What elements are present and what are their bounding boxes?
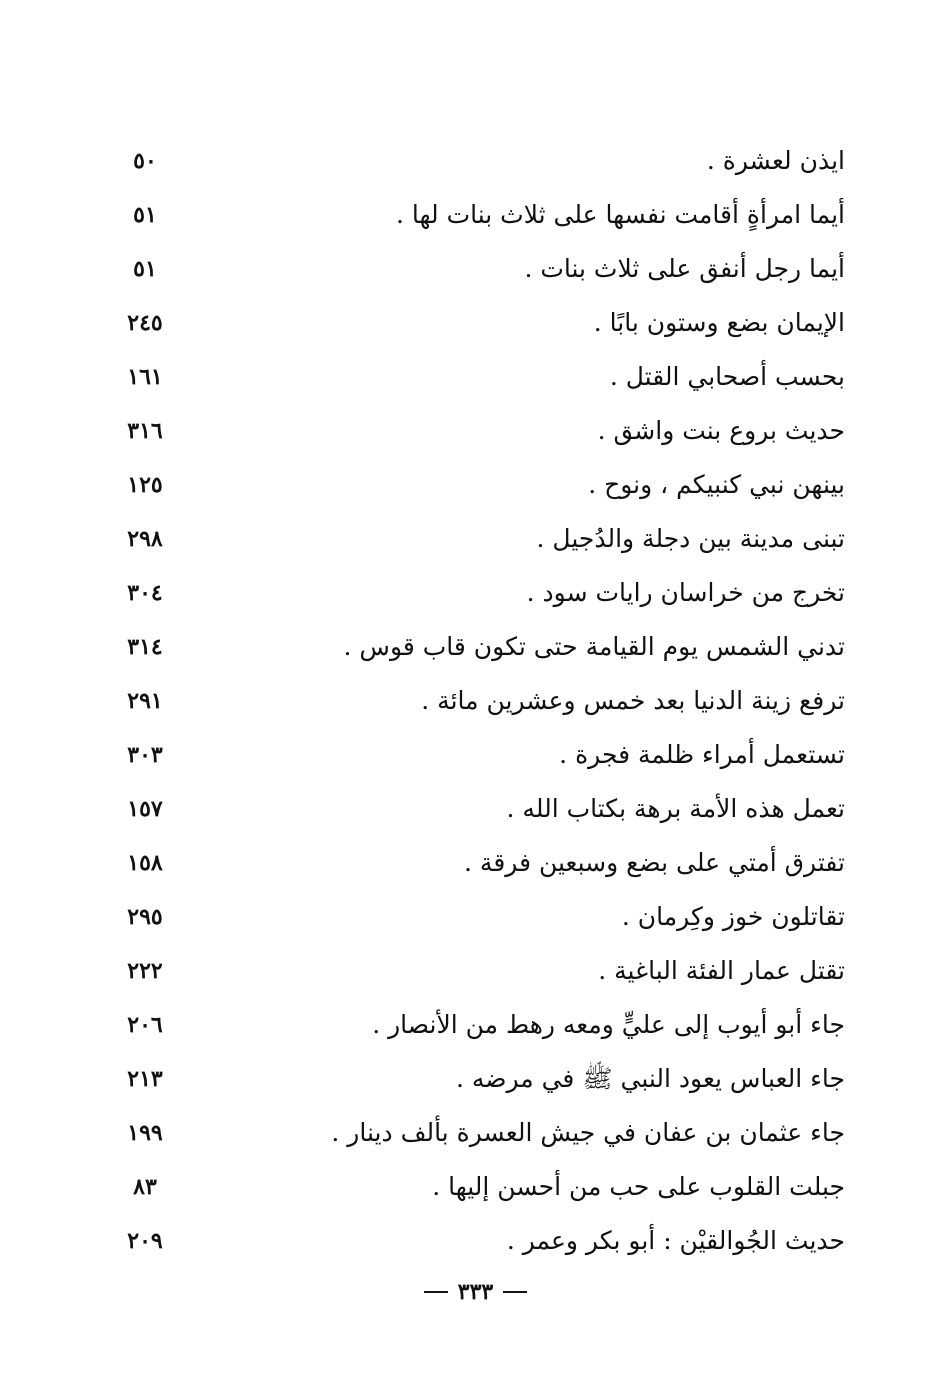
left-dash bbox=[424, 1291, 448, 1293]
index-row bbox=[110, 188, 845, 242]
entry-text: جاء عثمان بن عفان في جيش العسرة بألف دينار . bbox=[331, 1118, 845, 1147]
entry-text: تبنى مدينة بين دجلة والدُجيل . bbox=[536, 524, 845, 553]
hadith-index-list bbox=[110, 134, 845, 1268]
page-reference: ٥١ bbox=[133, 256, 157, 282]
page-reference: ٨٣ bbox=[133, 1174, 157, 1200]
index-row bbox=[110, 1160, 845, 1214]
page-reference: ٢٠٦ bbox=[127, 1012, 163, 1038]
page-footer bbox=[0, 1278, 951, 1305]
entry-text: جاء العباس يعود النبي ﷺ في مرضه . bbox=[455, 1064, 845, 1093]
page-reference: ١٥٨ bbox=[127, 850, 163, 876]
page-reference: ٣١٦ bbox=[127, 418, 163, 444]
page-reference: ٢١٣ bbox=[127, 1066, 163, 1092]
page-reference: ٣١٤ bbox=[127, 634, 163, 660]
page-reference: ١٢٥ bbox=[127, 472, 163, 498]
entry-text: بينهن نبي كنبيكم ، ونوح . bbox=[588, 470, 845, 499]
page-reference: ٢٩٥ bbox=[127, 904, 163, 930]
entry-text: تقتل عمار الفئة الباغية . bbox=[598, 956, 845, 985]
index-row bbox=[110, 836, 845, 890]
entry-text: تستعمل أمراء ظلمة فجرة . bbox=[559, 740, 845, 769]
page-reference: ٥١ bbox=[133, 202, 157, 228]
page-reference: ٣٠٤ bbox=[127, 580, 163, 606]
index-row bbox=[110, 242, 845, 296]
entry-text: تعمل هذه الأمة برهة بكتاب الله . bbox=[506, 794, 845, 823]
index-row bbox=[110, 1052, 845, 1106]
entry-text: تخرج من خراسان رايات سود . bbox=[526, 578, 845, 607]
page-reference: ١٦١ bbox=[127, 364, 163, 390]
index-row bbox=[110, 458, 845, 512]
index-row bbox=[110, 296, 845, 350]
index-row bbox=[110, 998, 845, 1052]
entry-text: أيما رجل أنفق على ثلاث بنات . bbox=[524, 254, 845, 283]
page-reference: ٢٠٩ bbox=[127, 1228, 163, 1254]
index-row bbox=[110, 350, 845, 404]
page-number: ٣٣٣ bbox=[457, 1279, 494, 1305]
index-row bbox=[110, 728, 845, 782]
entry-text: الإيمان بضع وستون بابًا . bbox=[593, 308, 845, 337]
index-row bbox=[110, 944, 845, 998]
index-row bbox=[110, 566, 845, 620]
page-reference: ٢٩٨ bbox=[127, 526, 163, 552]
index-row bbox=[110, 620, 845, 674]
page-reference: ٣٠٣ bbox=[127, 742, 163, 768]
entry-text: جبلت القلوب على حب من أحسن إليها . bbox=[432, 1172, 845, 1201]
entry-text: تفترق أمتي على بضع وسبعين فرقة . bbox=[464, 848, 845, 877]
page-reference: ٢٢٢ bbox=[127, 958, 163, 984]
entry-text: حديث الجُوالقيْن : أبو بكر وعمر . bbox=[506, 1226, 845, 1255]
index-row bbox=[110, 134, 845, 188]
index-row bbox=[110, 674, 845, 728]
page-reference: ٢٩١ bbox=[127, 688, 163, 714]
entry-text: جاء أبو أيوب إلى عليٍّ ومعه رهط من الأنصار . bbox=[372, 1010, 845, 1039]
index-row bbox=[110, 890, 845, 944]
index-row bbox=[110, 782, 845, 836]
entry-text: أيما امرأةٍ أقامت نفسها على ثلاث بنات لها . bbox=[395, 200, 845, 229]
index-row bbox=[110, 512, 845, 566]
entry-text: بحسب أصحابي القتل . bbox=[609, 362, 845, 391]
entry-text: حديث بروع بنت واشق . bbox=[597, 416, 845, 445]
entry-text: تقاتلون خوز وكِرمان . bbox=[621, 902, 845, 931]
right-dash bbox=[503, 1291, 527, 1293]
index-row bbox=[110, 404, 845, 458]
page-reference: ١٥٧ bbox=[127, 796, 163, 822]
page-reference: ٢٤٥ bbox=[127, 310, 163, 336]
entry-text: ايذن لعشرة . bbox=[706, 146, 845, 175]
page-reference: ٥٠ bbox=[133, 148, 157, 174]
page-reference: ١٩٩ bbox=[127, 1120, 163, 1146]
index-row bbox=[110, 1214, 845, 1268]
entry-text: تدني الشمس يوم القيامة حتى تكون قاب قوس . bbox=[343, 632, 845, 661]
index-row bbox=[110, 1106, 845, 1160]
entry-text: ترفع زينة الدنيا بعد خمس وعشرين مائة . bbox=[421, 686, 845, 715]
